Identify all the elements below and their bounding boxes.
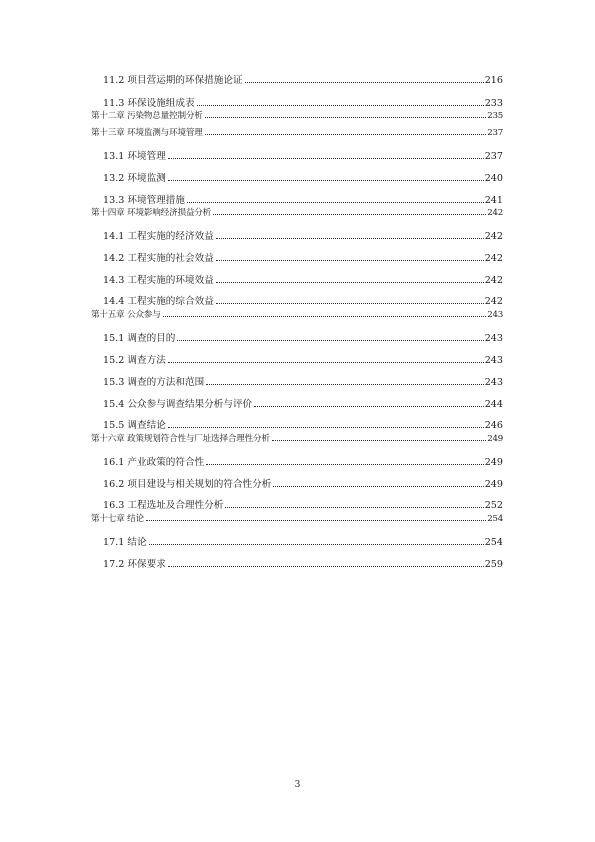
toc-entry-title: 15.2 调查方法 <box>103 355 166 366</box>
toc-entry[interactable] <box>103 250 503 264</box>
toc-entry-title: 15.1 调查的目的 <box>103 333 176 344</box>
toc-entry-page: 242 <box>484 253 503 264</box>
toc-leader-dots <box>163 316 487 317</box>
toc-entry[interactable] <box>103 454 503 468</box>
toc-entry[interactable] <box>103 497 503 511</box>
toc-entry-page: 241 <box>484 195 503 206</box>
toc-leader-dots <box>206 384 484 385</box>
toc-entry-page: 252 <box>484 500 503 511</box>
toc-entry-title: 14.4 工程实施的综合效益 <box>103 296 214 307</box>
toc-entry-page: 216 <box>484 75 503 86</box>
toc-leader-dots <box>168 362 484 363</box>
toc-entry-title: 16.3 工程选址及合理性分析 <box>103 500 224 511</box>
toc-leader-dots <box>205 117 487 118</box>
toc-entry-page: 254 <box>487 514 503 524</box>
toc-entry-page: 249 <box>487 434 503 444</box>
toc-entry-page: 254 <box>484 537 503 548</box>
toc-entry[interactable] <box>103 374 503 388</box>
toc-leader-dots <box>168 566 484 567</box>
toc-entry-title: 15.3 调查的方法和范围 <box>103 377 205 388</box>
toc-entry-page: 242 <box>484 275 503 286</box>
toc-entry-title: 11.3 环保设施组成表 <box>103 98 195 109</box>
toc-entry-page: 249 <box>484 457 503 468</box>
toc-entry-page: 242 <box>484 296 503 307</box>
toc-chapter-entry[interactable] <box>91 206 503 218</box>
toc-entry[interactable] <box>103 476 503 490</box>
toc-chapter-entry[interactable] <box>91 109 503 121</box>
toc-entry-page: 243 <box>487 310 503 320</box>
toc-entry-title: 13.3 环境管理措施 <box>103 195 185 206</box>
toc-entry-title: 第十四章 环境影响经济损益分析 <box>91 208 212 218</box>
toc-entry[interactable] <box>103 330 503 344</box>
toc-entry[interactable] <box>103 352 503 366</box>
toc-entry-page: 237 <box>487 128 503 138</box>
toc-entry[interactable] <box>103 556 503 570</box>
toc-entry-title: 15.4 公众参与调查结果分析与评价 <box>103 399 253 410</box>
toc-entry-title: 第十五章 公众参与 <box>91 310 161 320</box>
toc-entry-page: 246 <box>484 420 503 431</box>
toc-entry[interactable] <box>103 534 503 548</box>
toc-entry-title: 14.3 工程实施的环境效益 <box>103 275 214 286</box>
toc-entry-page: 244 <box>484 399 503 410</box>
toc-leader-dots <box>245 82 484 83</box>
toc-leader-dots <box>168 180 484 181</box>
toc-entry[interactable] <box>103 148 503 162</box>
toc-entry-title: 11.2 项目营运期的环保措施论证 <box>103 75 243 86</box>
toc-leader-dots <box>213 214 486 215</box>
toc-chapter-entry[interactable] <box>91 512 503 524</box>
toc-entry-title: 16.2 项目建设与相关规划的符合性分析 <box>103 479 272 490</box>
toc-entry-page: 242 <box>487 208 503 218</box>
toc-leader-dots <box>216 282 484 283</box>
toc-entry[interactable] <box>103 417 503 431</box>
toc-leader-dots <box>149 544 484 545</box>
toc-leader-dots <box>146 520 486 521</box>
toc-entry-page: 243 <box>484 333 503 344</box>
toc-entry[interactable] <box>103 95 503 109</box>
toc-entry-page: 237 <box>484 151 503 162</box>
toc-leader-dots <box>225 507 483 508</box>
toc-entry-page: 235 <box>487 111 503 121</box>
toc-leader-dots <box>216 303 484 304</box>
toc-leader-dots <box>273 486 483 487</box>
toc-entry[interactable] <box>103 228 503 242</box>
toc-leader-dots <box>205 134 487 135</box>
toc-entry[interactable] <box>103 72 503 86</box>
toc-entry-title: 17.1 结论 <box>103 537 147 548</box>
toc-leader-dots <box>272 440 486 441</box>
toc-leader-dots <box>216 260 484 261</box>
toc-entry-title: 第十三章 环境监测与环境管理 <box>91 128 203 138</box>
toc-entry[interactable] <box>103 272 503 286</box>
toc-entry-page: 243 <box>484 377 503 388</box>
toc-entry-page: 240 <box>484 173 503 184</box>
toc-entry[interactable] <box>103 293 503 307</box>
toc-chapter-entry[interactable] <box>91 126 503 138</box>
toc-entry-title: 第十七章 结论 <box>91 514 144 524</box>
toc-entry-title: 16.1 产业政策的符合性 <box>103 457 205 468</box>
toc-entry-page: 249 <box>484 479 503 490</box>
toc-leader-dots <box>206 464 484 465</box>
toc-entry[interactable] <box>103 170 503 184</box>
page-number: 3 <box>294 780 301 790</box>
toc-entry-title: 13.1 环境管理 <box>103 151 166 162</box>
toc-leader-dots <box>177 340 483 341</box>
toc-entry-title: 第十六章 政策规划符合性与厂址选择合理性分析 <box>91 434 270 444</box>
toc-leader-dots <box>254 406 484 407</box>
toc-entry-title: 15.5 调查结论 <box>103 420 166 431</box>
toc-entry-title: 17.2 环保要求 <box>103 559 166 570</box>
toc-leader-dots <box>197 105 484 106</box>
toc-entry[interactable] <box>103 396 503 410</box>
toc-entry-title: 14.1 工程实施的经济效益 <box>103 231 214 242</box>
toc-chapter-entry[interactable] <box>91 308 503 320</box>
toc-chapter-entry[interactable] <box>91 432 503 444</box>
toc-leader-dots <box>168 158 484 159</box>
toc-entry-page: 242 <box>484 231 503 242</box>
toc-leader-dots <box>187 202 484 203</box>
toc-entry[interactable] <box>103 192 503 206</box>
toc-entry-title: 第十二章 污染物总量控制分析 <box>91 111 203 121</box>
toc-leader-dots <box>168 427 484 428</box>
toc-entry-page: 243 <box>484 355 503 366</box>
toc-entry-title: 13.2 环境监测 <box>103 173 166 184</box>
toc-entry-page: 259 <box>484 559 503 570</box>
toc-entry-page: 233 <box>484 98 503 109</box>
toc-leader-dots <box>216 238 484 239</box>
toc-entry-title: 14.2 工程实施的社会效益 <box>103 253 214 264</box>
